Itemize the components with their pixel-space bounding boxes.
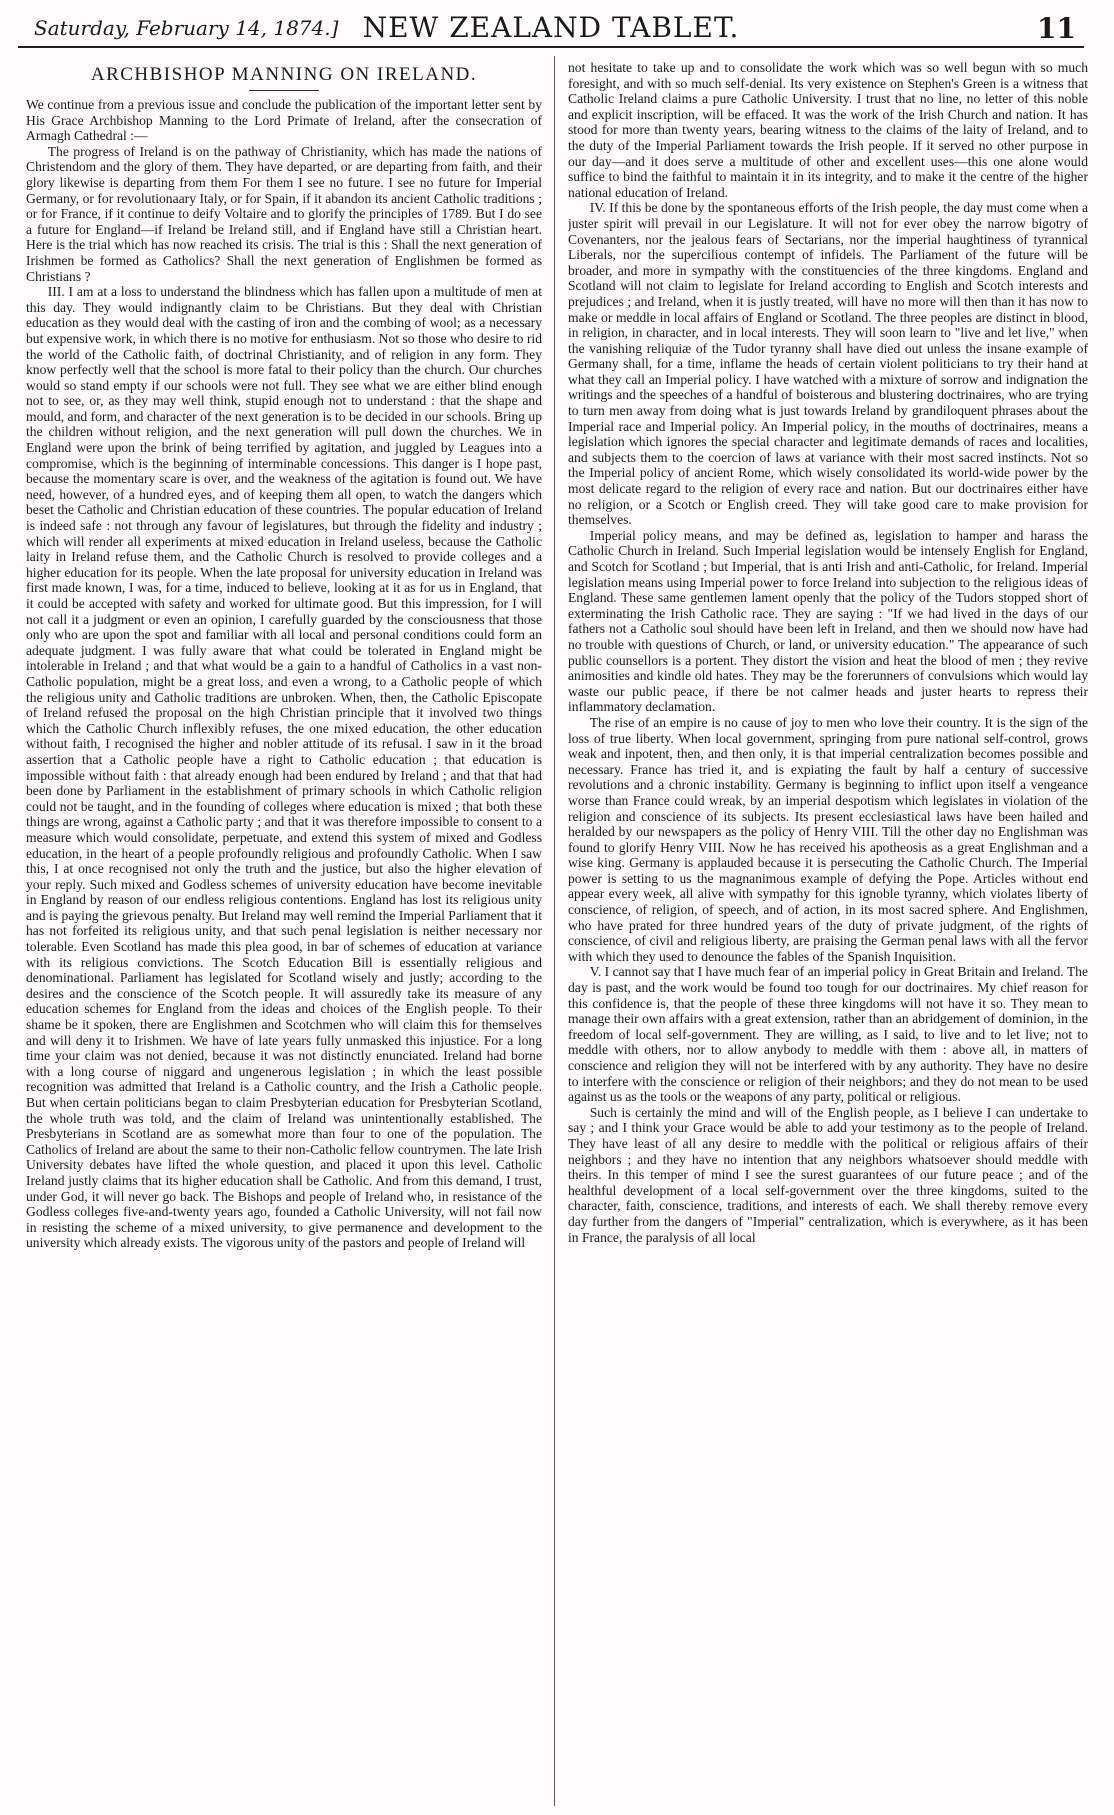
newspaper-title: NEW ZEALAND TABLET. [362,11,740,44]
article-paragraph: IV. If this be done by the spontaneous efforts of the Irish people, the day must come when a juster spirit will prevail in our Legislature. It will not for ever obey the narrow bigotry of Covenanters, nor the jealous fears of Sectarians, nor the imperial haughtiness of tyrannical Liberals, nor the supercilious contempt of infidels. The Parliament of the future will be broader, and more in sympathy with the constituencies of the three kingdoms. England and Scotland will not claim to legislate for Ireland according to English and Scotch interests and prejudices ; and Ireland, when it is justly treated, will have no more will then than it has now to make or meddle in local affairs of England or Scotland. The three peoples are distinct in blood, in religion, in character, and in local interests. They will soon learn to "live and let live," when the vanishing reliquiæ of the Tudor tyranny shall have died out unless the insane example of Germany shall, for a time, inflame the heads of certain violent politicians to try their hand at what they call an Imperial policy. I have watched with a mixture of sorrow and indignation the writings and the speeches of a handful of boisterous and blustering doctrinaires, who are trying to turn men away from doing what is just towards Ireland by grandiloquent phrases about the Imperial race and Imperial policy. An Imperial policy, in the mouths of doctrinaires, means a legislation which ignores the special character and legitimate demands of races and localities, and subjects them to the coercion of laws at variance with their most sacred instincts. Not so the Imperial policy of ancient Rome, which wisely consolidated its world-wide power by the most delicate regard to the religion of every race and nation. But our doctrinaires either have no religion, or a Scotch or English creed. They will take good care to make provision for themselves. [568,200,1088,528]
page-number: 11 [1037,12,1076,45]
issue-date: Saturday, February 14, 1874.] [34,16,339,40]
article-paragraph: Such is certainly the mind and will of the English people, as I believe I can undertake to say ; and I think your Grace would be able to add your testimony as to the people of Ireland. They have least of all any desire to meddle with the political or religious affairs of their neighbors ; and they have no intention that any neighbors whatsoever should meddle with theirs. In this temper of mind I see the surest guarantees of our future peace ; and of the healthful development of a local self-government over the three kingdoms, suited to the character, faith, conscience, traditions, and interests of each. We shall thereby remove every day further from the dangers of "Imperial" centralization, which is everywhere, as it has been in France, the paralysis of all local [568,1104,1088,1245]
article-paragraph: III. I am at a loss to understand the blindness which has fallen upon a multitude of men at this day. They would indignantly claim to be Christians. But they deal with Christian education as they would deal with the casting of iron and the combing of wool; as a necessary but expensive work, in which there is no motive for enthusiasm. Not so those who desire to rid the world of the Catholic faith, of doctrinal Christianity, and of religion in any form. They know perfectly well that the school is more fatal to their policy than the church. Our churches would so stand empty if our schools were not full. They see what we are either blind enough not to see, or, as they may well think, stupid enough not to understand : that the shape and mould, and form, and character of the next generation is to be decided in our schools. Bring up the children without religion, and the next generation will pull down the churches. We in England were upon the brink of being terrified by agitation, and juggled by Leagues into a compromise, which is the beginning of interminable concessions. This danger is I hope past, because the momentary scare is over, and the weakness of the agitation is found out. We have need, however, of a hundred eyes, and of keeping them all open, to watch the dangers which beset the Catholic and Christian education of these countries. The popular education of Ireland is indeed safe : not through any favour of legislatures, but through the fidelity and industry ; which will render all experiments at mixed education in Ireland useless, because the Catholic laity in Ireland refuse them, and the Catholic Church is resolved to provide colleges and a higher education for its people. When the late proposal for university education in Ireland was first made known, I was, for a time, induced to believe, looking at it as for us in England, that it could be accepted with safety and worked for ultimate good. But this impression, for I will not call it a judgment or even an opinion, I carefully guarded by the consciousness that those only who are upon the spot and familiar with all local and personal conditions could form an adequate judgment. I was fully aware that what could be tolerated in England might be intolerable in Ireland ; and that what would be a gain to a handful of Catholics in a vast non-Catholic population, might be a great loss, and even a wrong, to a Catholic people of which the religious unity and Catholic traditions are unbroken. When, then, the Catholic Episcopate of Ireland refused the proposal on the high Christian principle that it involved two things which the Catholic Church inflexibly refuses, the one mixed education, the other education without faith, I recognised the higher and nobler attitude of its refusal. I saw in it the broad assertion that a Catholic people have a right to Catholic education ; that education is impossible without faith : that already enough had been endured by Ireland ; and that that had been done by Parliament in the establishment of primary schools in which Catholic religion could not be taught, and in the founding of colleges where education is mixed ; that both these things are wrong, against a Catholic party ; and that it was therefore impossible to consent to a measure which would consolidate, perpetuate, and extend this system of mixed and Godless education, in the heart of a people profoundly religious and profoundly Catholic. When I saw this, I at once recognised not only the truth and the justice, but also the higher elevation of your reply. Such mixed and Godless schemes of university education have become inevitable in England by reason of our endless religious contentions. England has lost its religious unity and is paying the grievous penalty. But Ireland may well remind the Imperial Parliament that it has not forfeited its religious unity, and that such penal legislation is neither necessary nor tolerable. Even Scotland has made this plea good, in bar of schemes of education at variance with its religious convictions. The Scotch Education Bill is essentially religious and denominational. Parliament has legislated for Scotland wisely and justly; according to the desires and the conscience of the Scotch people. It will assuredly take its measure of any education schemes for England from the ideas and choices of the English people. To their shame be it spoken, there are Englishmen and Scotchmen who will claim this for themselves and will deny it to Irishmen. We have of late years fully unmasked this injustice. For a long time your claim was not denied, because it was not distinctly enunciated. Ireland had borne with a long course of niggard and ungenerous legislation ; in which the least possible recognition was admitted that Ireland is a Catholic country, and the Irish a Catholic people. But when certain politicians began to claim Presbyterian education for Presbyterian Scotland, the whole truth was told, and the claim of Ireland was unintentionally established. The Presbyterians in Scotland are as somewhat more than four to one of the population. The Catholics of Ireland are about the same to their non-Catholic fellow countrymen. The late Irish University debates have lifted the whole question, and placed it upon this level. Catholic Ireland justly claims that its higher education shall be Catholic. And from this demand, I trust, under God, it will never go back. The Bishops and people of Ireland who, in resistance of the Godless colleges five-and-twenty years ago, founded a Catholic University, will not fail now in resisting the scheme of a mixed university, to give permanence and development to the university which already exists. The vigorous unity of the pastors and people of Ireland will [26,284,542,1251]
right-column [568,60,1088,1804]
article-paragraph: The progress of Ireland is on the pathway of Christianity, which has made the nations of Christendom and the glory of them. They have departed, or are departing from faith, and their glory likewise is departing from them For them I see no future. I see no future for Imperial Germany, or for revolutionaary Italy, or for Spain, if it abandon its ancient Catholic traditions ; or for France, if it continue to deify Voltaire and to glorify the principles of 1789. But I do see a future for England—if Ireland be Ireland still, and if England have still a Christian heart. Here is the trial which has now reached its crisis. The trial is this : Shall the next generation of Irishmen be formed as Catholics? Shall the next generation of Englishmen be formed as Christians ? [26,143,542,284]
article-paragraph: Imperial policy means, and may be defined as, legislation to hamper and harass the Catholic Church in Ireland. Such Imperial legislation would be intensely English for England, and Scotch for Scotland ; but Imperial, that is anti Irish and anti-Catholic, for Ireland. Imperial legislation means using Imperial power to force Ireland into subjection to the religious ideas of England. These same gentlemen lament openly that the policy of the Tudors stopped short of exterminating the Irish Catholic race. They are saying : "If we had lived in the days of our fathers not a Catholic soul should have been left in Ireland, and then we should now have had no trouble with questions of Church, or land, or university education." The appearance of such public counsellors is a portent. They distort the vision and heat the blood of men ; they revive animosities and kindle old hates. They may be the forerunners of convulsions which would lay waste our public peace, if there be not calmer heads and juster hearts to repress their inflammatory declamation. [568,527,1088,715]
article-paragraph: We continue from a previous issue and conclude the publication of the important letter sent by His Grace Archbishop Manning to the Lord Primate of Ireland, after the consecration of Armagh Cathedral :— [26,97,542,144]
article-title: ARCHBISHOP MANNING ON IRELAND. [90,64,478,85]
page-header [18,6,1084,48]
article-paragraph: not hesitate to take up and to consolidate the work which was so well begun with so much foresight, and with so much self-denial. Its very existence on Stephen's Green is a witness that Catholic Ireland claims a pure Catholic University. I trust that no line, no letter of this noble and explicit inscription, will be effaced. It was the work of the Irish Church and nation. It has stood for more than twenty years, bearing witness to the claims of the laity of Ireland, and to the duty of the Imperial Parliament towards the Irish people. If it served no other purpose in our day—and it does serve a multitude of other and excellent uses—this one alone would suffice to bind the faithful to maintain it in its integrity, and to make it the centre of the higher national education of Ireland. [568,60,1088,200]
title-rule [249,90,319,91]
article-paragraph: The rise of an empire is no cause of joy to men who love their country. It is the sign of the loss of true liberty. When local government, springing from pure national self-control, grows weak and inpotent, then, and then only, it is that imperial centralization becomes possible and necessary. France has tried it, and is expiating the fault by half a century of successive revolutions and a chronic instability. Germany is beginning to inflict upon itself a vengeance worse than France could wreak, by an imperial despotism which legislates in violation of the religion and conscience of its subjects. Its present ecclesiastical laws have been hailed and heralded by our newspapers as the policy of Henry VIII. Till the other day no Englishman was found to glorify Henry VIII. Now he has received his apotheosis as a great Englishman and a wise king. Germany is applauded because it is persecuting the Catholic Church. The Imperial power is setting to us the magnanimous example of defying the Pope. Articles without end appear every week, all alive with sympathy for this ignoble tyranny, which violates liberty of conscience, of religion, of speech, and of action, in its most sacred sphere. And Englishmen, who have prated for three hundred years of the duty of private judgment, of the rights of conscience, of civil and religious liberty, are praising the German penal laws with all the fervor with which they used to denounce the fables of the Spanish Inquisition. [568,714,1088,964]
article-paragraph: V. I cannot say that I have much fear of an imperial policy in Great Britain and Ireland. The day is past, and the work would be found too tough for our doctrinaires. My chief reason for this confidence is, that the people of these three kingdoms will not have it so. They mean to manage their own affairs with a great extension, rather than an abridgement of dominion, in the freedom of local self-government. They are willing, as I said, to live and to let live; not to meddle with others, nor to allow anybody to meddle with them : above all, in matters of conscience and religion they will not be interfered with by any authority. They have no desire to interfere with the conscience or religion of their neighbors; and they do not mean to be used against us as the tools or the weapons of any party, political or religious. [568,964,1088,1105]
column-divider [554,56,555,1806]
left-column [26,62,542,1806]
